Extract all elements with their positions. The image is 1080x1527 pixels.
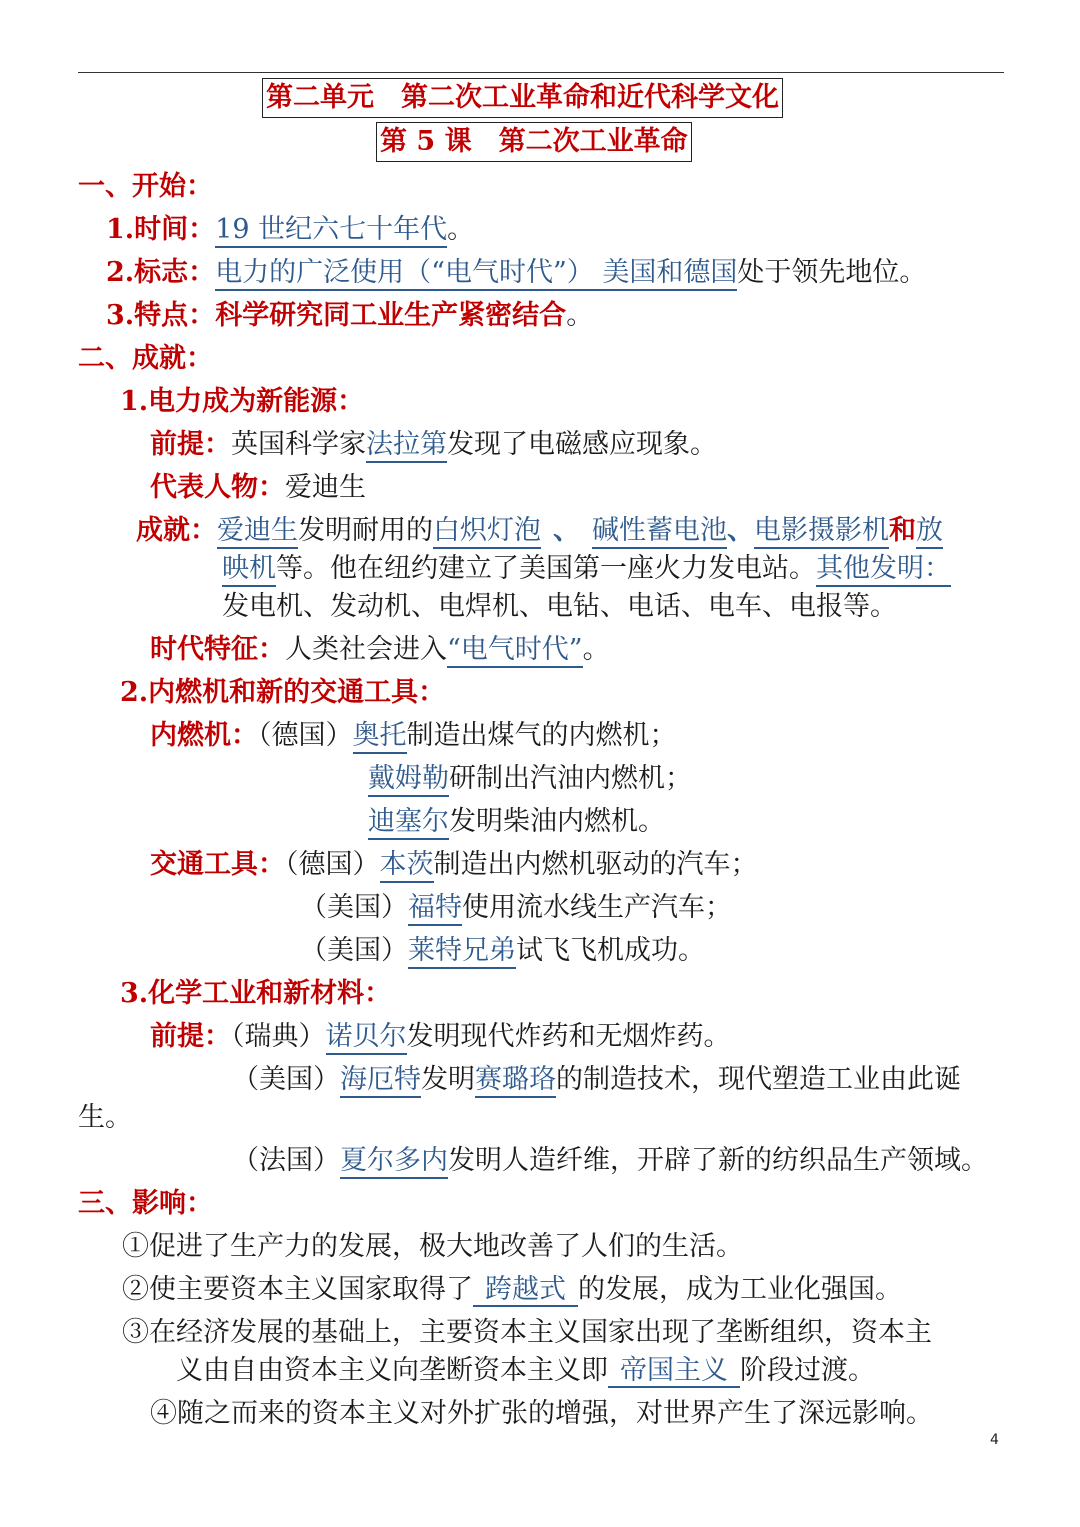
chem-line2: （美国）海厄特发明赛璐珞的制造技术，现代塑造工业由此诞 (232, 1061, 961, 1099)
impact-2: ②使主要资本主义国家取得了 跨越式 的发展，成为工业化强国。 (122, 1274, 902, 1305)
header-rule (78, 72, 1004, 73)
impact-3a: ③在经济发展的基础上，主要资本主义国家出现了垄断组织，资本主 (122, 1317, 932, 1348)
electric-heading: 1.电力成为新能源： (120, 386, 365, 417)
achievement-line2: 映机等。他在纽约建立了美国第一座火力发电站。其他发明： (222, 550, 951, 588)
mark-answer: 电力的广泛使用（“电气时代”） 美国和德国 (215, 257, 737, 291)
transport-line2: （美国）福特使用流水线生产汽车； (300, 889, 732, 927)
edison: 爱迪生 (217, 515, 298, 549)
ice-line2: 戴姆勒研制出汽油内燃机； (368, 760, 692, 798)
chem-line2-cont: 生。 (78, 1102, 132, 1133)
section1-heading: 一、开始： (78, 171, 213, 202)
feature-text: 科学研究同工业生产紧密结合 (215, 300, 567, 331)
electric-premise: 前提：英国科学家法拉第发现了电磁感应现象。 (150, 426, 717, 464)
feature-line: 3.特点：科学研究同工业生产紧密结合。 (106, 300, 594, 331)
time-answer: 19 世纪六七十年代 (215, 214, 447, 248)
mark-label: 2.标志： (106, 257, 216, 288)
unit-title: 第二单元 第二次工业革命和近代科学文化 (262, 78, 783, 118)
chem-line3: （法国）夏尔多内发明人造纤维，开辟了新的纺织品生产领域。 (232, 1142, 988, 1180)
mark-line: 2.标志：电力的广泛使用（“电气时代”） 美国和德国处于领先地位。 (106, 254, 926, 292)
section3-heading: 三、影响： (78, 1188, 213, 1219)
achievement-line1: 成就：爱迪生发明耐用的白炽灯泡 、 碱性蓄电池、电影摄影机和放 (136, 512, 943, 550)
start-time-line: 1.时间：19 世纪六七十年代。 (106, 211, 474, 249)
impact-3b: 义由自由资本主义向垄断资本主义即 帝国主义 阶段过渡。 (176, 1355, 875, 1386)
chem-line1: 前提：（瑞典）诺贝尔发明现代炸药和无烟炸药。 (150, 1018, 731, 1056)
engine-heading: 2.内燃机和新的交通工具： (120, 677, 446, 708)
transport-line1: 交通工具：（德国）本茨制造出内燃机驱动的汽车； (150, 846, 758, 884)
representative-line: 代表人物：爱迪生 (150, 472, 366, 503)
time-label: 1.时间： (106, 214, 216, 245)
achievement-line3: 发电机、发动机、电焊机、电钻、电话、电车、电报等。 (222, 591, 897, 622)
lesson-title: 第 5 课 第二次工业革命 (376, 122, 692, 162)
page-number: 4 (990, 1432, 999, 1448)
chem-heading: 3.化学工业和新材料： (120, 978, 392, 1009)
impact-1: ①促进了生产力的发展，极大地改善了人们的生活。 (122, 1231, 743, 1262)
faraday: 法拉第 (366, 429, 447, 463)
feature-label: 3.特点： (106, 300, 216, 331)
ice-line1: 内燃机：（德国）奥托制造出煤气的内燃机； (150, 717, 677, 755)
ice-line3: 迪塞尔发明柴油内燃机。 (368, 803, 665, 841)
section2-heading: 二、成就： (78, 343, 213, 374)
impact-4: ④随之而来的资本主义对外扩张的增强，对世界产生了深远影响。 (150, 1398, 933, 1429)
era-line: 时代特征：人类社会进入“电气时代”。 (150, 631, 610, 669)
transport-line3: （美国）莱特兄弟试飞飞机成功。 (300, 932, 705, 970)
